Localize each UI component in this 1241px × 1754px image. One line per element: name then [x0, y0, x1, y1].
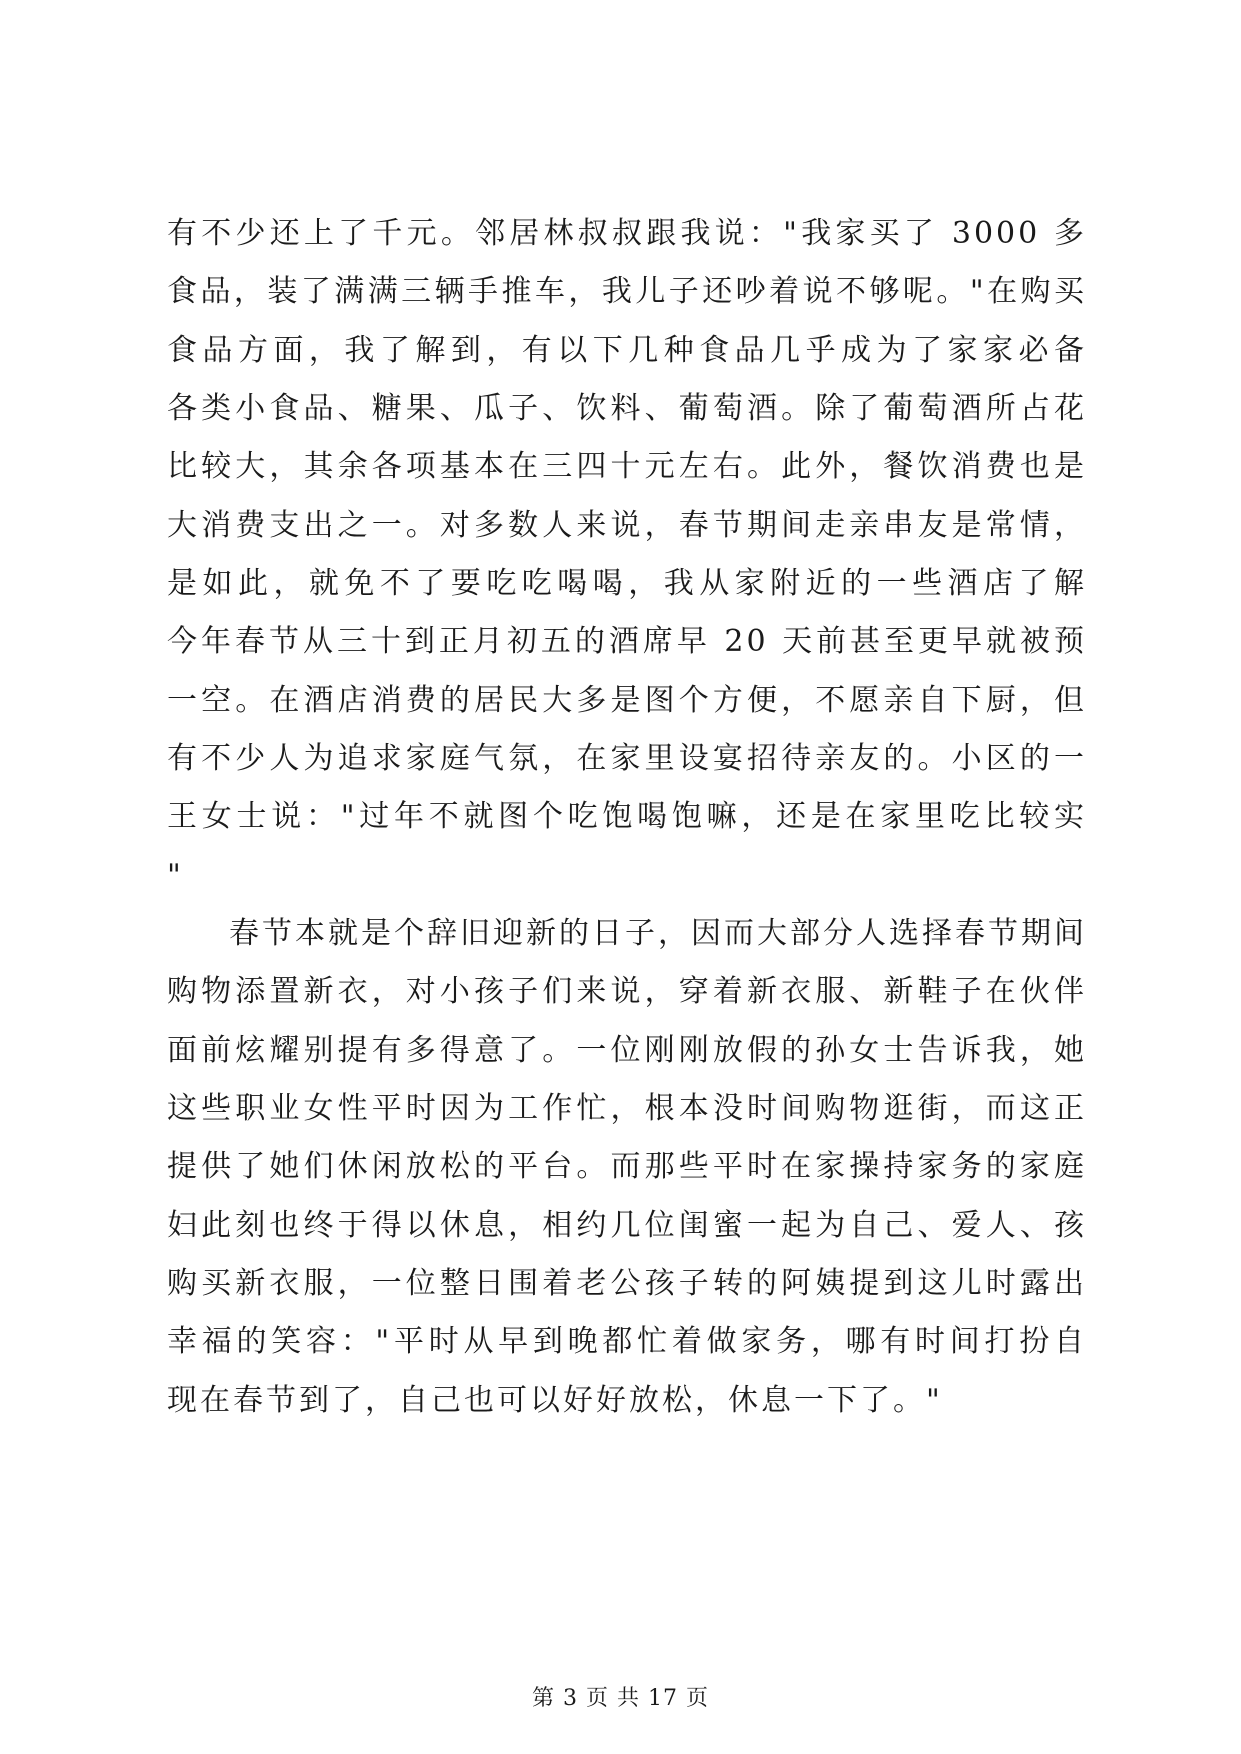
body-line: " — [167, 858, 184, 893]
body-line: 有不少人为追求家庭气氛，在家里设宴招待亲友的。小区的一 — [167, 741, 1087, 776]
body-line: 今年春节从三十到正月初五的酒席早 20 天前甚至更早就被预 — [167, 624, 1087, 659]
page-number-footer: 第 3 页 共 17 页 — [532, 1686, 709, 1711]
body-line: 购买新衣服，一位整日围着老公孩子转的阿姨提到这儿时露出 — [167, 1266, 1087, 1301]
body-line: 王女士说："过年不就图个吃饱喝饱嘛，还是在家里吃比较实 — [167, 799, 1087, 834]
body-line: 有不少还上了千元。邻居林叔叔跟我说："我家买了 3000 多 — [167, 216, 1087, 251]
body-line: 大消费支出之一。对多数人来说，春节期间走亲串友是常情， — [167, 508, 1087, 543]
body-line: 食品方面，我了解到，有以下几种食品几乎成为了家家必备 — [167, 333, 1087, 368]
body-line: 提供了她们休闲放松的平台。而那些平时在家操持家务的家庭 — [167, 1149, 1087, 1184]
body-line: 面前炫耀别提有多得意了。一位刚刚放假的孙女士告诉我，她 — [167, 1033, 1087, 1068]
body-line: 食品，装了满满三辆手推车，我儿子还吵着说不够呢。"在购买 — [167, 274, 1087, 309]
body-line: 妇此刻也终于得以休息，相约几位闺蜜一起为自己、爱人、孩 — [167, 1208, 1087, 1243]
body-line: 各类小食品、糖果、瓜子、饮料、葡萄酒。除了葡萄酒所占花 — [167, 391, 1087, 426]
body-line: 比较大，其余各项基本在三四十元左右。此外，餐饮消费也是 — [167, 449, 1087, 484]
body-line: 幸福的笑容："平时从早到晚都忙着做家务，哪有时间打扮自 — [167, 1324, 1087, 1359]
body-line: 这些职业女性平时因为工作忙，根本没时间购物逛街，而这正 — [167, 1091, 1087, 1126]
body-line: 购物添置新衣，对小孩子们来说，穿着新衣服、新鞋子在伙伴 — [167, 974, 1087, 1009]
body-line: 是如此，就免不了要吃吃喝喝，我从家附近的一些酒店了解 — [167, 566, 1087, 601]
body-line: 一空。在酒店消费的居民大多是图个方便，不愿亲自下厨，但 — [167, 683, 1087, 718]
body-line: 现在春节到了，自己也可以好好放松，休息一下了。" — [167, 1383, 943, 1418]
paragraph-first-line: 春节本就是个辞旧迎新的日子，因而大部分人选择春节期间 — [229, 916, 1087, 951]
